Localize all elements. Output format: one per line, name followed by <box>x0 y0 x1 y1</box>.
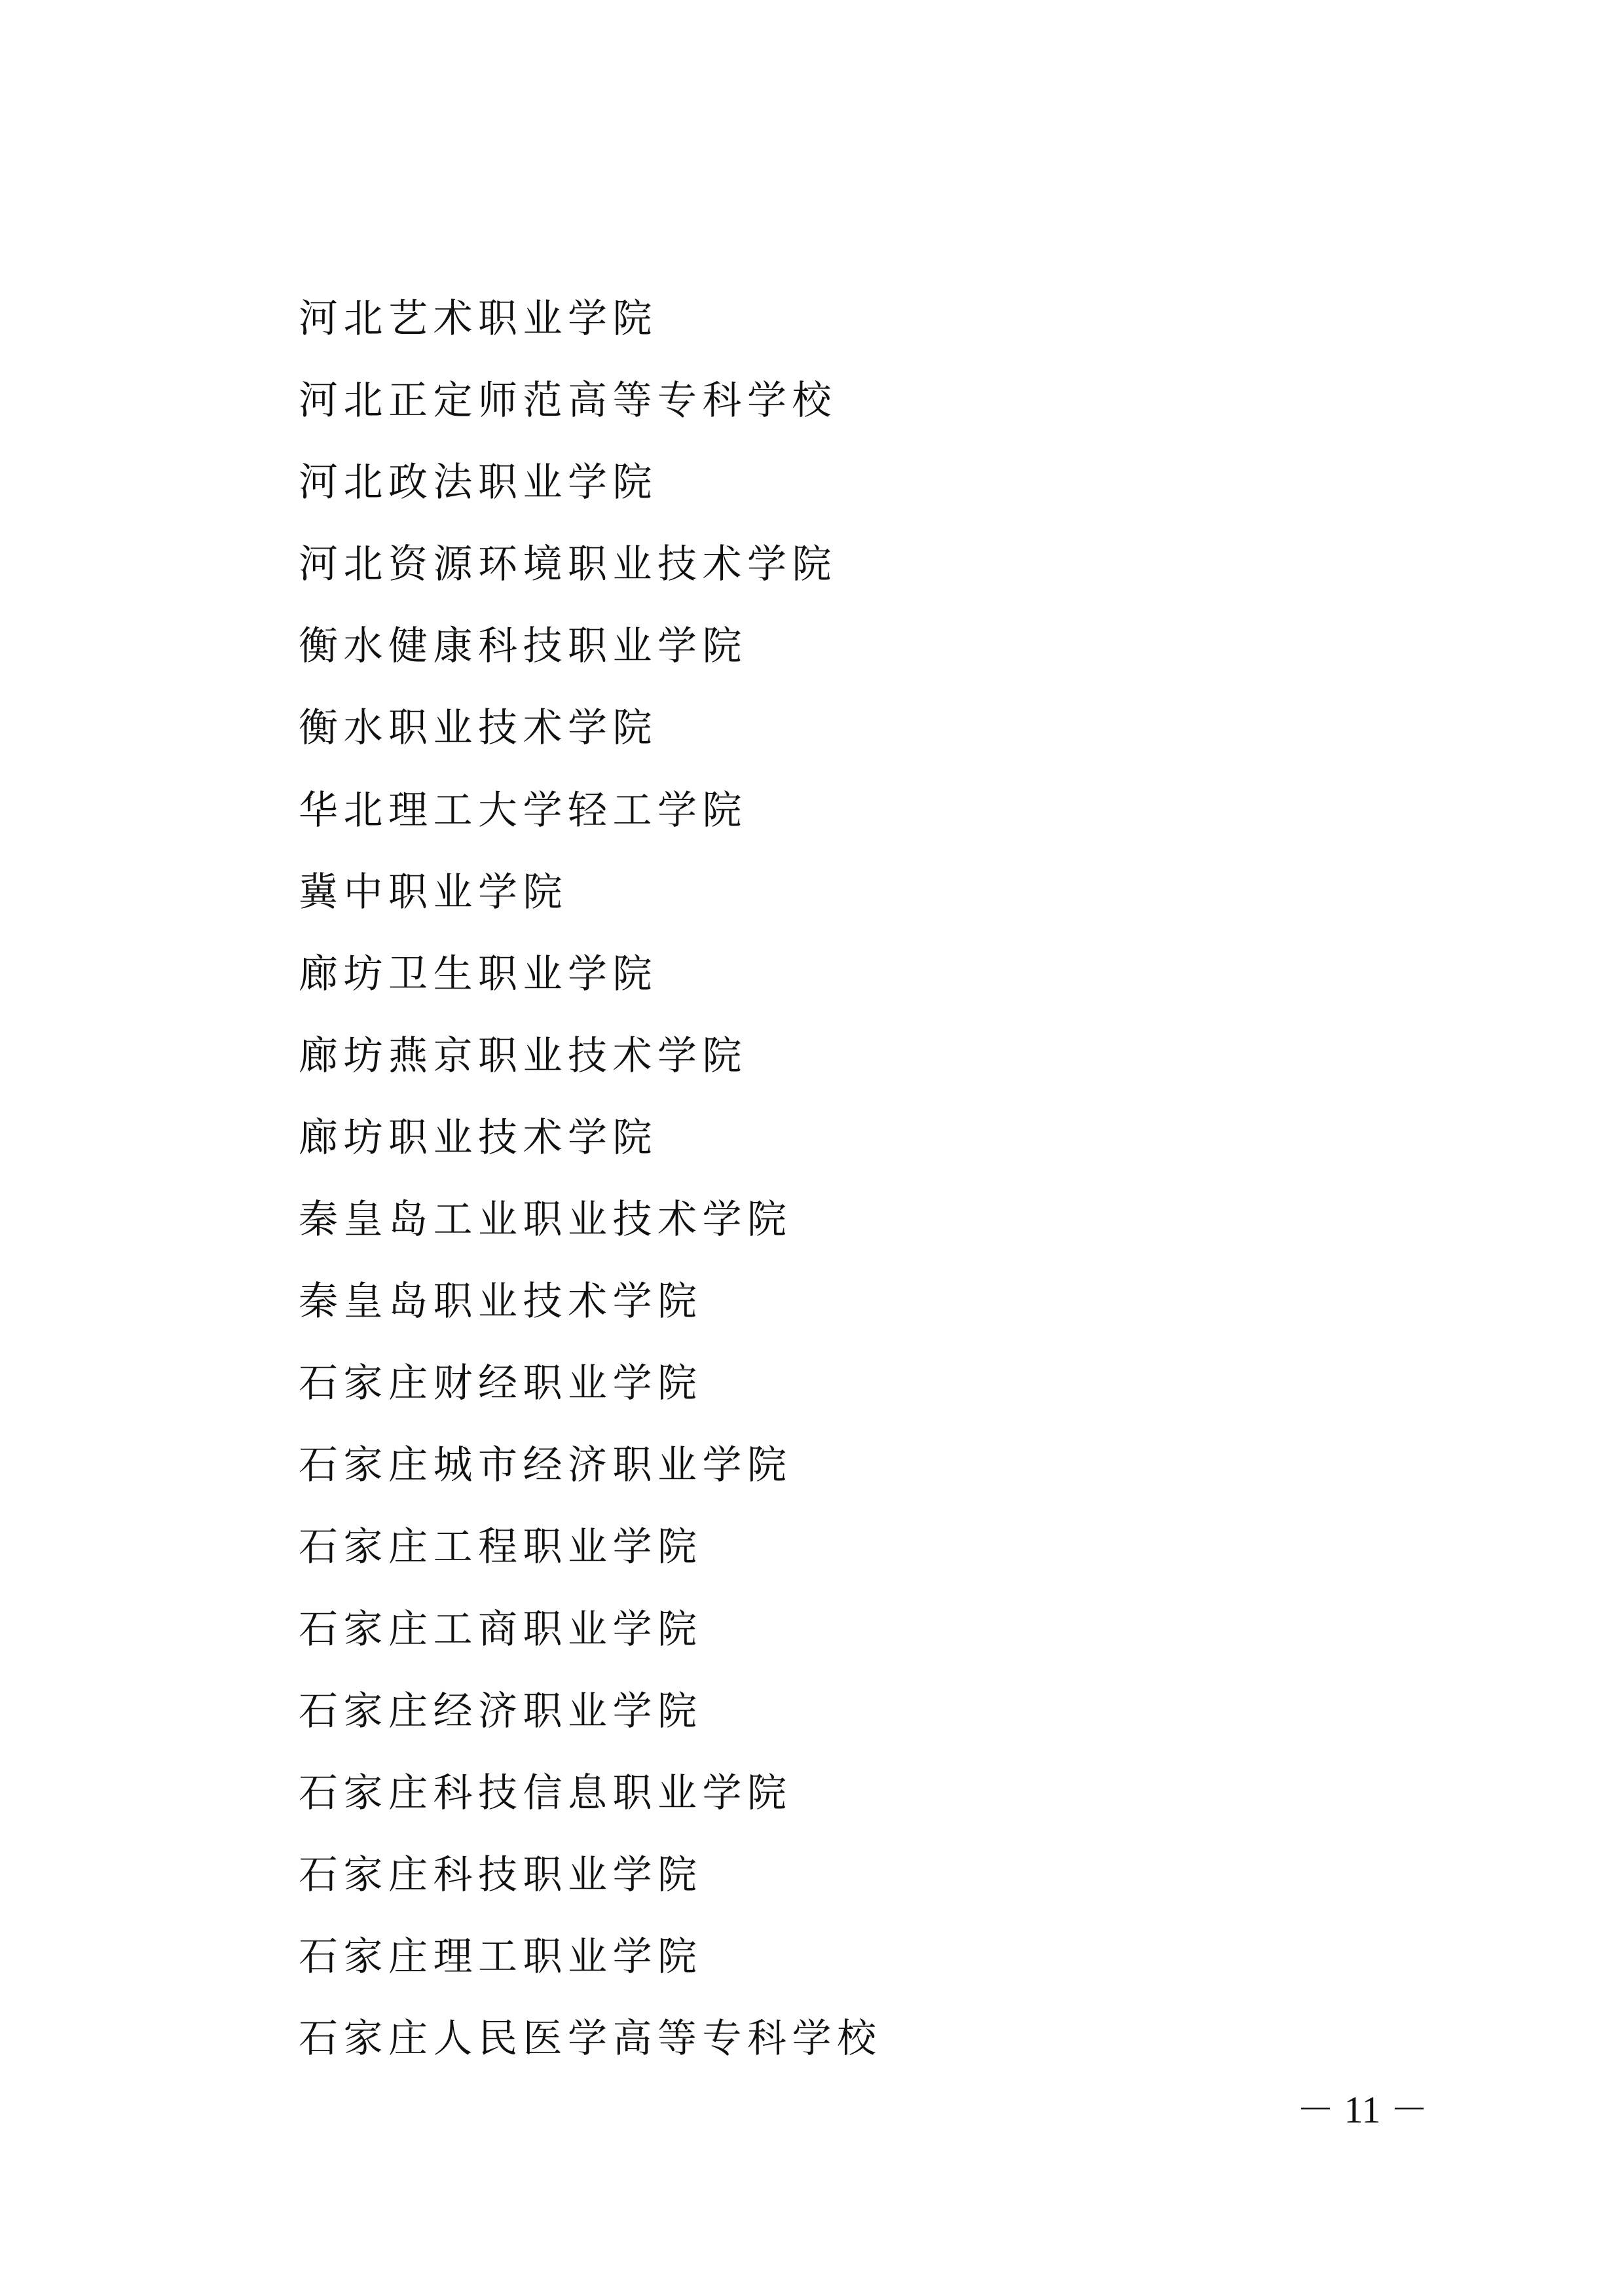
list-item: 石家庄经济职业学院 <box>299 1688 703 1734</box>
list-item: 石家庄科技职业学院 <box>299 1851 703 1898</box>
list-item: 石家庄财经职业学院 <box>299 1360 703 1407</box>
list-item: 衡水健康科技职业学院 <box>299 623 747 670</box>
list-item: 石家庄工商职业学院 <box>299 1606 703 1652</box>
list-item: 石家庄工程职业学院 <box>299 1524 703 1571</box>
list-item: 石家庄理工职业学院 <box>299 1933 703 1980</box>
list-item: 衡水职业技术学院 <box>299 705 657 752</box>
list-item: 廊坊燕京职业技术学院 <box>299 1032 747 1079</box>
page-number: － 11 － <box>1297 2088 1428 2131</box>
list-item: 河北正定师范高等专科学校 <box>299 378 837 424</box>
list-item: 石家庄科技信息职业学院 <box>299 1770 792 1816</box>
list-item: 秦皇岛职业技术学院 <box>299 1279 703 1325</box>
list-item: 河北资源环境职业技术学院 <box>299 541 837 588</box>
list-item: 石家庄城市经济职业学院 <box>299 1442 792 1489</box>
list-item: 河北政法职业学院 <box>299 460 657 506</box>
list-item: 廊坊职业技术学院 <box>299 1114 657 1161</box>
list-item: 华北理工大学轻工学院 <box>299 787 747 833</box>
list-item: 石家庄人民医学高等专科学校 <box>299 2015 882 2062</box>
list-item: 河北艺术职业学院 <box>299 296 657 342</box>
list-item: 秦皇岛工业职业技术学院 <box>299 1197 792 1243</box>
school-list <box>299 278 882 2080</box>
list-item: 廊坊卫生职业学院 <box>299 951 657 997</box>
list-item: 冀中职业学院 <box>299 869 568 915</box>
